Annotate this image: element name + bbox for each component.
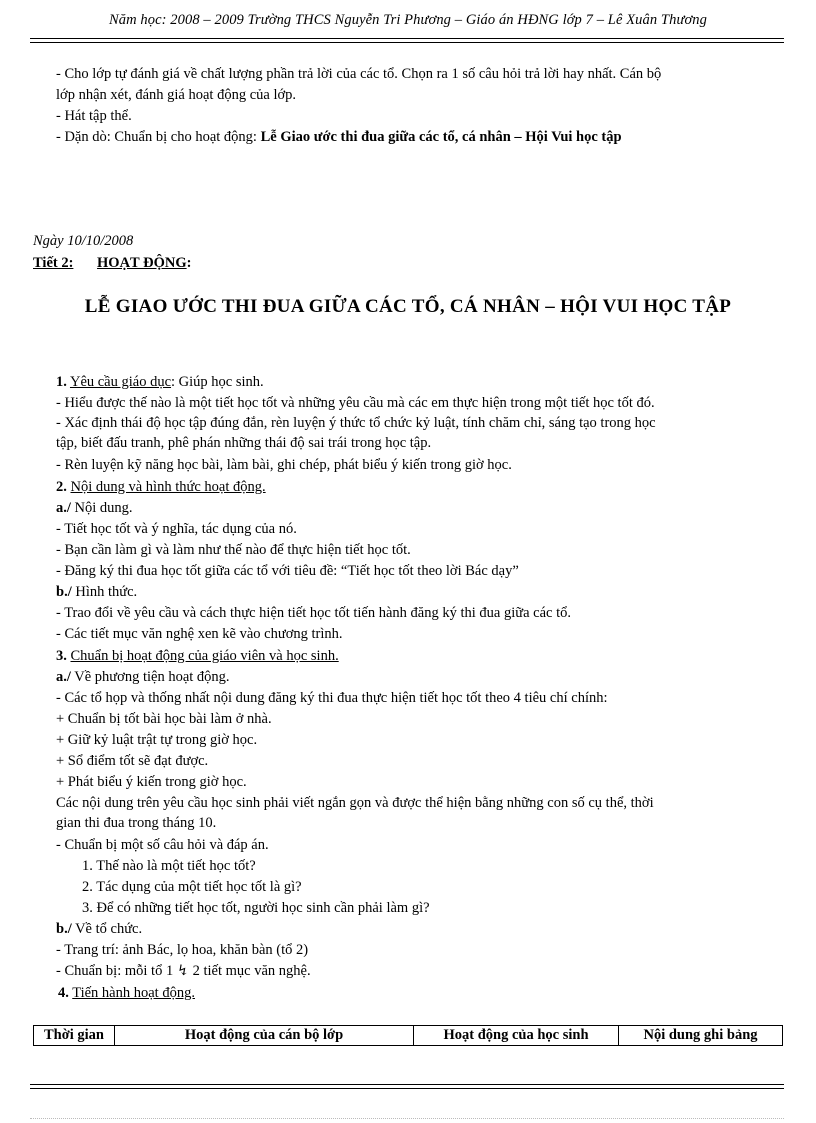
section2-b-item-1: - Trao đổi về yêu cầu và cách thực hiện tiết học tốt tiến hành đăng ký thi đua giữa các tổ.: [56, 605, 572, 621]
section2-b-item-2: - Các tiết mục văn nghệ xen kẽ vào chương trình.: [56, 626, 343, 642]
footer-rule-bottom: [30, 1088, 784, 1089]
activity-colon: :: [186, 255, 192, 271]
section3-b-item-1: - Trang trí: ảnh Bác, lọ hoa, khăn bàn (tổ 2): [56, 942, 309, 958]
section2-a-item-3: - Đăng ký thi đua học tốt giữa các tổ với tiêu đề: “Tiết học tốt theo lời Bác dạy”: [56, 563, 519, 579]
top-line-4: [56, 128, 622, 146]
question-3: 3. Để có những tiết học tốt, người học sinh cần phải làm gì?: [82, 900, 430, 916]
question-1: 1. Thế nào là một tiết học tốt?: [82, 858, 256, 874]
section3-a-item-7: gian thi đua trong tháng 10.: [56, 815, 217, 831]
top-line-4-prefix: - Dặn dò: Chuẩn bị cho hoạt động:: [56, 129, 261, 145]
top-line-4-bold: Lễ Giao ước thi đua giữa các tổ, cá nhân – Hội Vui học tập: [260, 129, 622, 145]
section3-a-label: a./: [56, 669, 71, 685]
section3-a-item-5: + Phát biểu ý kiến trong giờ học.: [56, 774, 247, 790]
section3-a-item-6: Các nội dung trên yêu cầu học sinh phải viết ngắn gọn và được thể hiện bằng những con số cụ thể, thời: [56, 795, 654, 811]
footer-rule-top: [30, 1084, 784, 1085]
section2-number: 2.: [56, 479, 67, 495]
section2-a-text: Nội dung.: [70, 500, 133, 516]
period-label: Tiết 2:: [33, 255, 74, 271]
section2-b: [56, 583, 137, 601]
section3-a-item-4: + Sổ điểm tốt sẽ đạt được.: [56, 753, 209, 769]
section1-after: : Giúp học sinh.: [171, 374, 264, 390]
section2-title: Nội dung và hình thức hoạt động.: [70, 479, 266, 495]
section3-b-text: Về tổ chức.: [71, 921, 143, 937]
section2-a-item-2: - Bạn cần làm gì và làm như thế nào để thực hiện tiết học tốt.: [56, 542, 411, 558]
section3-a-item-1: - Các tổ họp và thống nhất nội dung đăng ký thi đua thực hiện tiết học tốt theo 4 tiêu chí chính:: [56, 690, 608, 706]
section4-title: Tiến hành hoạt động.: [72, 985, 195, 1001]
col-officer-activity: Hoạt động của cán bộ lớp: [115, 1026, 414, 1046]
section3-a-item-3: + Giữ kỷ luật trật tự trong giờ học.: [56, 732, 258, 748]
section3-b: [56, 920, 142, 938]
section3-a-item-2: + Chuẩn bị tốt bài học bài làm ở nhà.: [56, 711, 272, 727]
section3-b-item-2: - Chuẩn bị: mỗi tổ 1 ↯ 2 tiết mục văn nghệ.: [56, 963, 311, 979]
top-line-2: lớp nhận xét, đánh giá hoạt động của lớp.: [56, 87, 297, 103]
section3-b-label: b./: [56, 921, 72, 937]
page-bottom-dotted: [30, 1118, 784, 1119]
section4-number: 4.: [58, 985, 69, 1001]
section2-heading: [56, 478, 266, 496]
section3-title: Chuẩn bị hoạt động của giáo viên và học sinh.: [70, 648, 339, 664]
section2-b-text: Hình thức.: [71, 584, 138, 600]
section3-a: [56, 668, 230, 686]
section2-b-label: b./: [56, 584, 72, 600]
top-line-1: - Cho lớp tự đánh giá về chất lượng phần trả lời của các tổ. Chọn ra 1 số câu hỏi trả lời hay nhất. Cán bộ: [56, 66, 662, 82]
header-rule-top: [30, 38, 784, 39]
section3-heading: [56, 647, 339, 665]
section1-item-4: - Rèn luyện kỹ năng học bài, làm bài, ghi chép, phát biểu ý kiến trong giờ học.: [56, 457, 512, 473]
section3-number: 3.: [56, 648, 67, 664]
page-header: Năm học: 2008 – 2009 Trường THCS Nguyễn Tri Phương – Giáo án HĐNG lớp 7 – Lê Xuân Thương: [109, 12, 707, 28]
section1-heading: [56, 373, 264, 391]
col-student-activity: Hoạt động của học sinh: [414, 1026, 619, 1046]
lesson-date: Ngày 10/10/2008: [33, 233, 134, 249]
section3-a-text: Về phương tiện hoạt động.: [70, 669, 230, 685]
section2-a-label: a./: [56, 500, 71, 516]
section2-a-item-1: - Tiết học tốt và ý nghĩa, tác dụng của nó.: [56, 521, 297, 537]
top-line-3: - Hát tập thể.: [56, 108, 132, 124]
activity-label: HOẠT ĐỘNG: [97, 255, 187, 271]
col-time: Thời gian: [34, 1026, 115, 1046]
col-board-content: Nội dung ghi bảng: [619, 1026, 783, 1046]
header-rule-bottom: [30, 42, 784, 43]
section2-a: [56, 499, 133, 517]
section1-item-1: - Hiểu được thế nào là một tiết học tốt và những yêu cầu mà các em thực hiện trong một tiết học tốt đó.: [56, 395, 655, 411]
section1-item-2: - Xác định thái độ học tập đúng đắn, rèn luyện ý thức tổ chức kỷ luật, tính chăm chỉ, sáng tạo trong học: [56, 415, 656, 431]
section1-title: Yêu cầu giáo dục: [69, 374, 172, 390]
table-header-row: [34, 1026, 783, 1046]
section3-a-item-8: - Chuẩn bị một số câu hỏi và đáp án.: [56, 837, 269, 853]
section1-item-3: tập, biết đấu tranh, phê phán những thái độ sai trái trong học tập.: [56, 435, 432, 451]
lesson-period-line: [33, 254, 191, 272]
lesson-title: LỄ GIAO ƯỚC THI ĐUA GIỮA CÁC TỔ, CÁ NHÂN – HỘI VUI HỌC TẬP: [84, 296, 732, 317]
question-2: 2. Tác dụng của một tiết học tốt là gì?: [82, 879, 302, 895]
section4-heading: [58, 984, 195, 1002]
section1-number: 1.: [56, 374, 67, 390]
activity-table: [33, 1025, 783, 1046]
